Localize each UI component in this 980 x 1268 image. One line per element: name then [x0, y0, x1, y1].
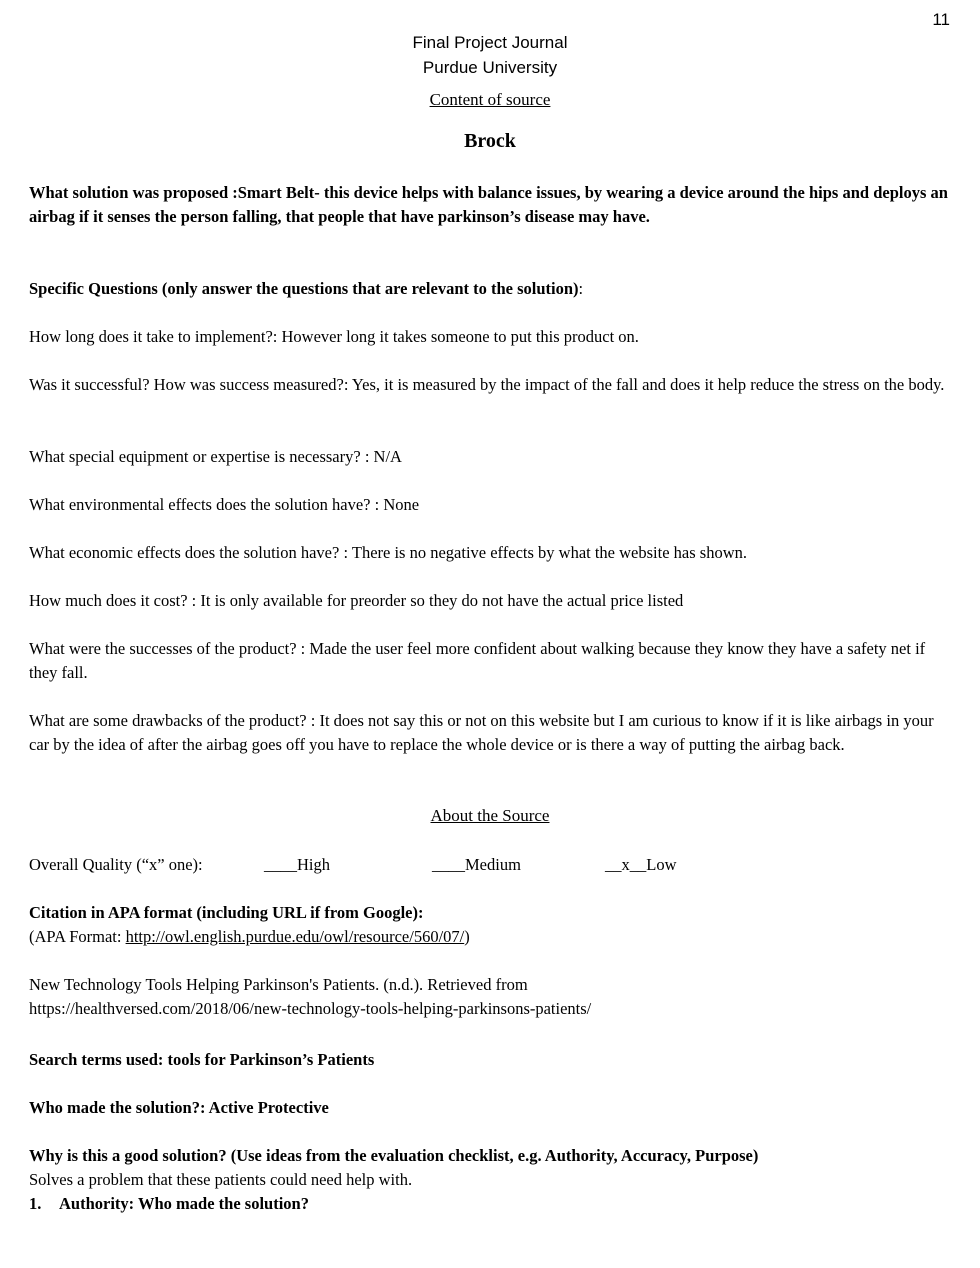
institution-name: Purdue University — [422, 58, 558, 77]
overall-quality-label: Overall Quality (“x” one): — [29, 855, 203, 874]
search-terms: Search terms used: tools for Parkinson’s Patients — [29, 1050, 375, 1069]
quality-option-medium: ____Medium — [432, 855, 521, 874]
citation-reference-line-1: New Technology Tools Helping Parkinson's Patients. (n.d.). Retrieved from — [29, 975, 528, 994]
quality-option-high: ____High — [264, 855, 330, 874]
apa-format-line — [29, 925, 954, 949]
question-success: Was it successful? How was success measured?: Yes, it is measured by the impact of the fall and does it help reduce the stress on the body. — [29, 375, 945, 394]
citation-reference-url: https://healthversed.com/2018/06/new-technology-tools-helping-parkinsons-patients/ — [29, 999, 592, 1018]
question-equipment: What special equipment or expertise is necessary? : N/A — [29, 447, 402, 466]
apa-format-prefix: (APA Format: — [29, 927, 126, 946]
question-successes: What were the successes of the product? : Made the user feel more confident about walking because they know they have a safety net if they fall. — [29, 639, 926, 682]
question-environmental-effects: What environmental effects does the solution have? : None — [29, 495, 420, 514]
apa-format-suffix: ) — [464, 927, 470, 946]
why-good-answer: Solves a problem that these patients could need help with. — [29, 1170, 413, 1189]
content-of-source-heading: Content of source — [429, 90, 551, 109]
list-item-text: Authority: Who made the solution? — [59, 1194, 309, 1213]
who-made-solution: Who made the solution?: Active Protective — [29, 1098, 329, 1117]
specific-questions-heading-text: Specific Questions (only answer the questions that are relevant to the solution) — [29, 279, 579, 298]
author-name: Brock — [464, 130, 516, 152]
quality-option-low: __x__Low — [605, 855, 677, 874]
overall-quality-row — [29, 853, 954, 877]
question-drawbacks: What are some drawbacks of the product? : It does not say this or not on this website but I am curious to know if it is like airbags in your car by the idea of after the airbag goes off you have to replace the whole device or is there a way of putting the airbag back. — [29, 711, 934, 754]
list-item-number: 1. — [29, 1194, 42, 1213]
about-source-heading: About the Source — [430, 806, 550, 825]
solution-proposed: What solution was proposed :Smart Belt- this device helps with balance issues, by wearing a device around the hips and deploys an airbag if it senses the person falling, that people that have parkinson’s disease may have. — [29, 183, 948, 226]
page-number: 11 — [932, 10, 950, 29]
specific-questions-colon: : — [578, 279, 584, 298]
citation-heading: Citation in APA format (including URL if from Google): — [29, 903, 424, 922]
why-good-heading: Why is this a good solution? (Use ideas from the evaluation checklist, e.g. Authority, Accuracy, Purpose) — [29, 1146, 759, 1165]
list-item-authority — [29, 1192, 954, 1216]
question-cost: How much does it cost? : It is only available for preorder so they do not have the actual price listed — [29, 591, 684, 610]
apa-format-link[interactable]: http://owl.english.purdue.edu/owl/resource/560/07/ — [125, 927, 465, 946]
document-title: Final Project Journal — [412, 33, 568, 52]
question-implement-time: How long does it take to implement?: However long it takes someone to put this product on. — [29, 327, 639, 346]
specific-questions-heading — [29, 277, 954, 301]
question-economic-effects: What economic effects does the solution have? : There is no negative effects by what the website has shown. — [29, 543, 747, 562]
